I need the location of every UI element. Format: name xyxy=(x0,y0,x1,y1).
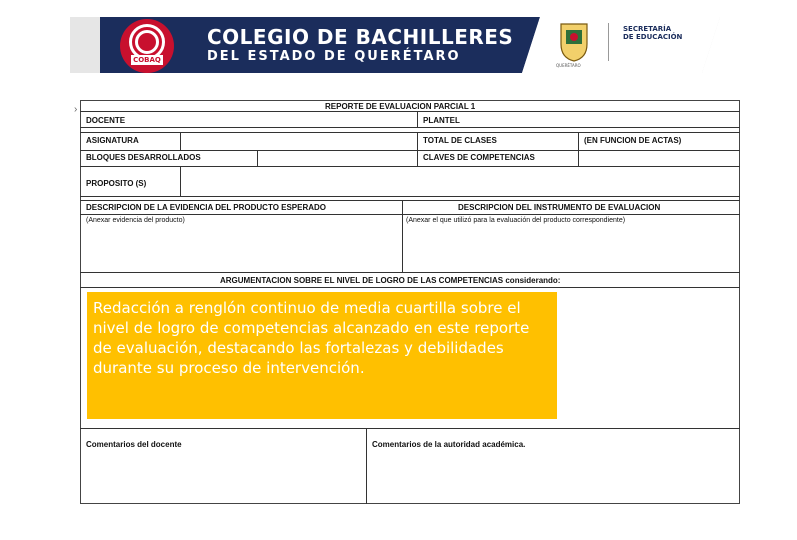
secretaria-label: SECRETARÍA DE EDUCACIÓN xyxy=(623,25,683,41)
anexar-evidencia-note: (Anexar evidencia del producto) xyxy=(86,217,185,224)
argumentacion-label: ARGUMENTACION SOBRE EL NIVEL DE LOGRO DE LAS COMPETENCIAS considerando: xyxy=(220,276,561,285)
header-banner xyxy=(70,17,720,73)
bloques-label: BLOQUES DESARROLLADOS xyxy=(86,153,201,162)
desc-instrumento-label: DESCRIPCION DEL INSTRUMENTO DE EVALUACION xyxy=(458,203,661,212)
queretaro-seal-icon xyxy=(557,20,591,62)
proposito-label: PROPOSITO (S) xyxy=(86,179,147,188)
header-divider xyxy=(608,23,609,61)
docente-label: DOCENTE xyxy=(86,116,126,125)
plantel-label: PLANTEL xyxy=(423,116,460,125)
report-title: REPORTE DE EVALUACION PARCIAL 1 xyxy=(325,102,476,111)
chevron-right-icon: › xyxy=(74,104,78,115)
asignatura-label: ASIGNATURA xyxy=(86,136,139,145)
comentarios-autoridad-label: Comentarios de la autoridad académica. xyxy=(372,440,526,449)
total-clases-label: TOTAL DE CLASES xyxy=(423,136,497,145)
claves-label: CLAVES DE COMPETENCIAS xyxy=(423,153,535,162)
seal-caption: QUERÉTARO xyxy=(556,63,581,68)
desc-evidencia-label: DESCRIPCION DE LA EVIDENCIA DEL PRODUCTO ESPERADO xyxy=(86,203,327,212)
cobaq-logo xyxy=(120,19,174,73)
anexar-instrumento-note: (Anexar el que utilizó para la evaluación del producto correspondiente) xyxy=(406,217,626,224)
comentarios-docente-label: Comentarios del docente xyxy=(86,440,182,449)
institution-subtitle: DEL ESTADO DE QUERÉTARO xyxy=(207,49,461,64)
instruction-callout: Redacción a renglón continuo de media cuartilla sobre el nivel de logro de competencias alcanzado en este reporte de evaluación, destacando las fortalezas y debilidades durante su proceso de intervención. xyxy=(87,292,557,419)
institution-title: COLEGIO DE BACHILLERES xyxy=(207,25,514,49)
en-funcion-label: (EN FUNCION DE ACTAS) xyxy=(584,136,682,145)
logo-text: COBAQ xyxy=(131,55,163,65)
